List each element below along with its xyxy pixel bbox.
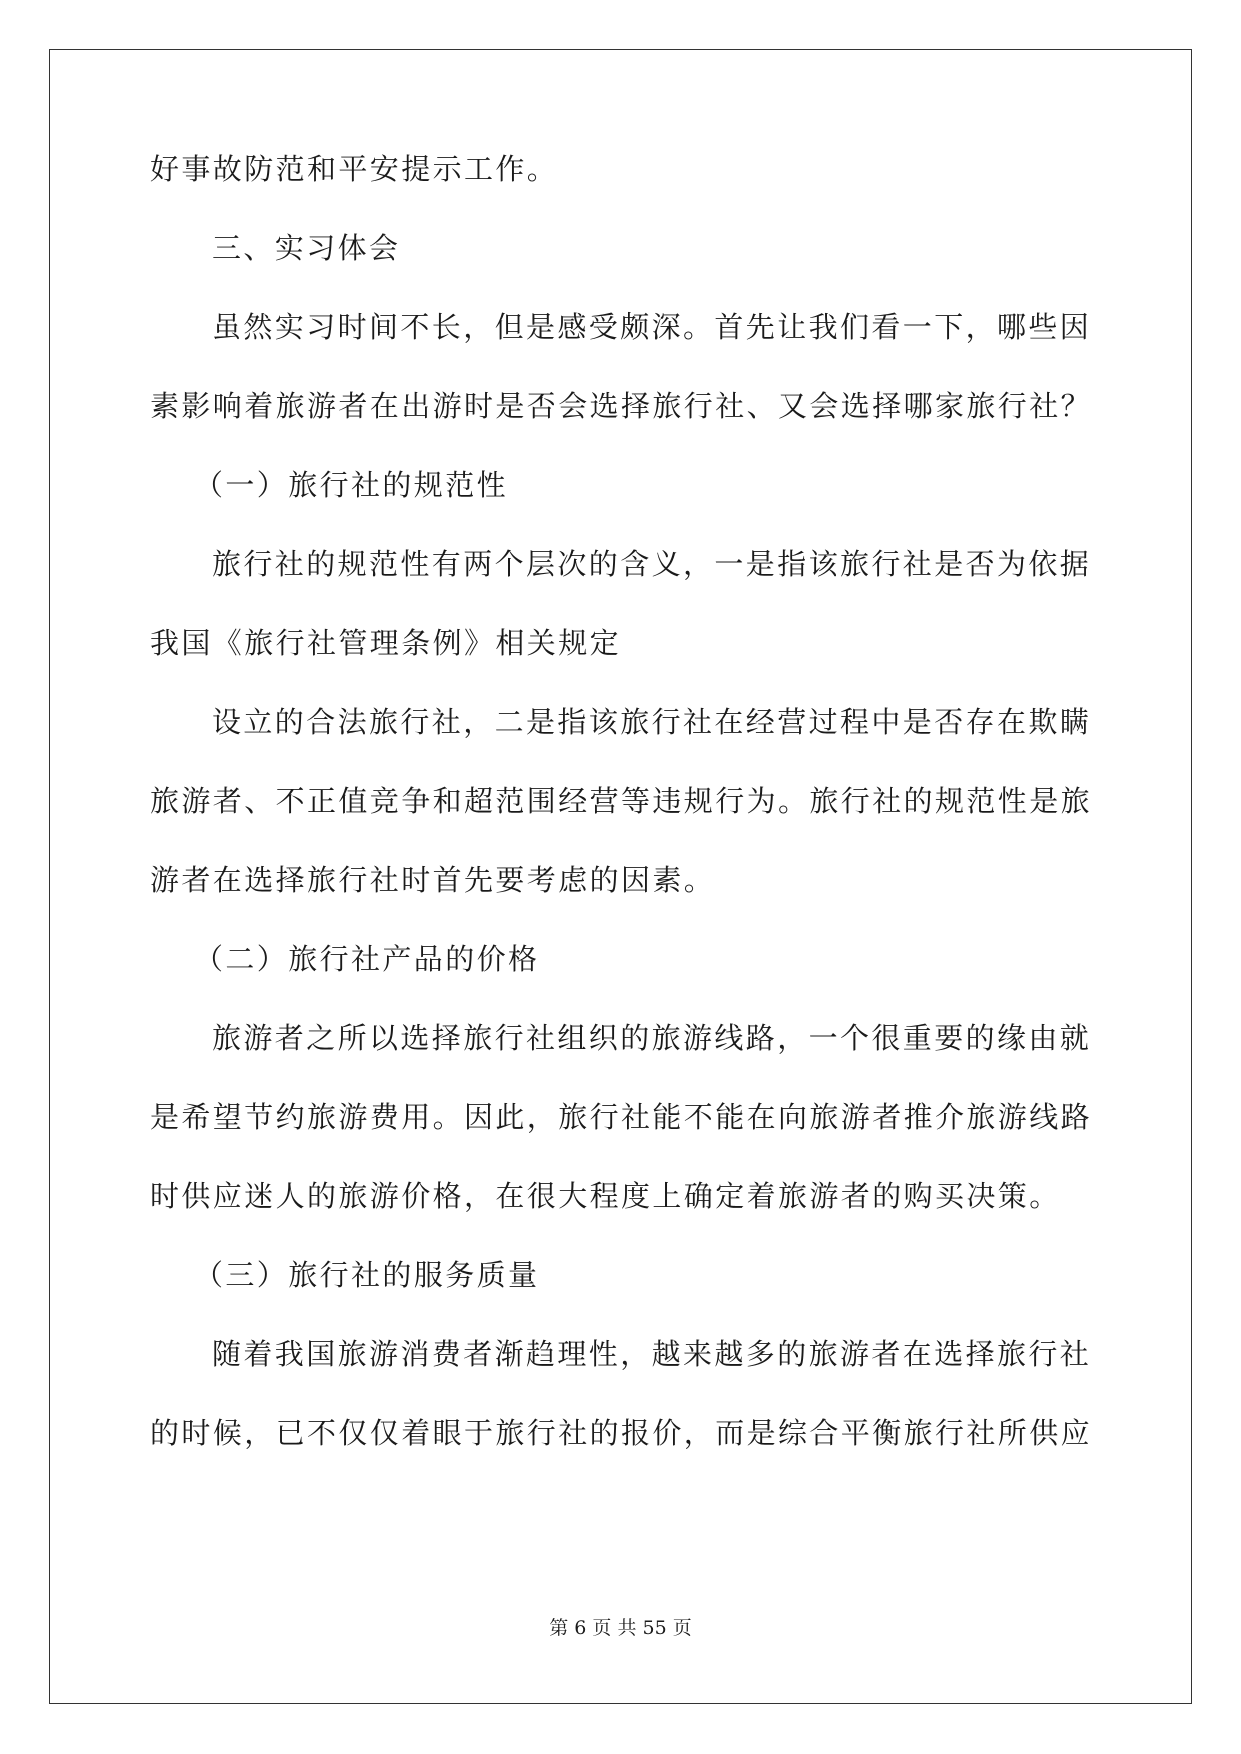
paragraph-line: 我国《旅行社管理条例》相关规定	[150, 626, 622, 660]
page-number-footer: 第 6 页 共 55 页	[549, 1617, 692, 1639]
paragraph-line: 素影响着旅游者在出游时是否会选择旅行社、又会选择哪家旅行社？	[150, 389, 1093, 423]
paragraph-line: 旅行社的规范性有两个层次的含义，一是指该旅行社是否为依据	[212, 547, 1092, 581]
paragraph-line: 时供应迷人的旅游价格，在很大程度上确定着旅游者的购买决策。	[150, 1179, 1061, 1213]
paragraph-line: 好事故防范和平安提示工作。	[150, 152, 559, 186]
paragraph-line: 游者在选择旅行社时首先要考虑的因素。	[150, 863, 716, 897]
section-heading: 三、实习体会	[212, 231, 401, 265]
paragraph-line: 随着我国旅游消费者渐趋理性，越来越多的旅游者在选择旅行社	[212, 1337, 1092, 1371]
paragraph-line: 的时候，已不仅仅着眼于旅行社的报价，而是综合平衡旅行社所供应	[150, 1416, 1093, 1450]
paragraph-line: 是希望节约旅游费用。因此，旅行社能不能在向旅游者推介旅游线路	[150, 1100, 1093, 1134]
paragraph-line: 设立的合法旅行社，二是指该旅行社在经营过程中是否存在欺瞒	[212, 705, 1092, 739]
subsection-heading: （三）旅行社的服务质量	[194, 1258, 540, 1292]
document-body	[150, 150, 1093, 1453]
subsection-heading: （二）旅行社产品的价格	[194, 942, 540, 976]
paragraph-line: 虽然实习时间不长，但是感受颇深。首先让我们看一下，哪些因	[212, 310, 1092, 344]
paragraph-line: 旅游者、不正值竞争和超范围经营等违规行为。旅行社的规范性是旅	[150, 784, 1093, 818]
paragraph-line: 旅游者之所以选择旅行社组织的旅游线路，一个很重要的缘由就	[212, 1021, 1092, 1055]
subsection-heading: （一）旅行社的规范性	[194, 468, 509, 502]
